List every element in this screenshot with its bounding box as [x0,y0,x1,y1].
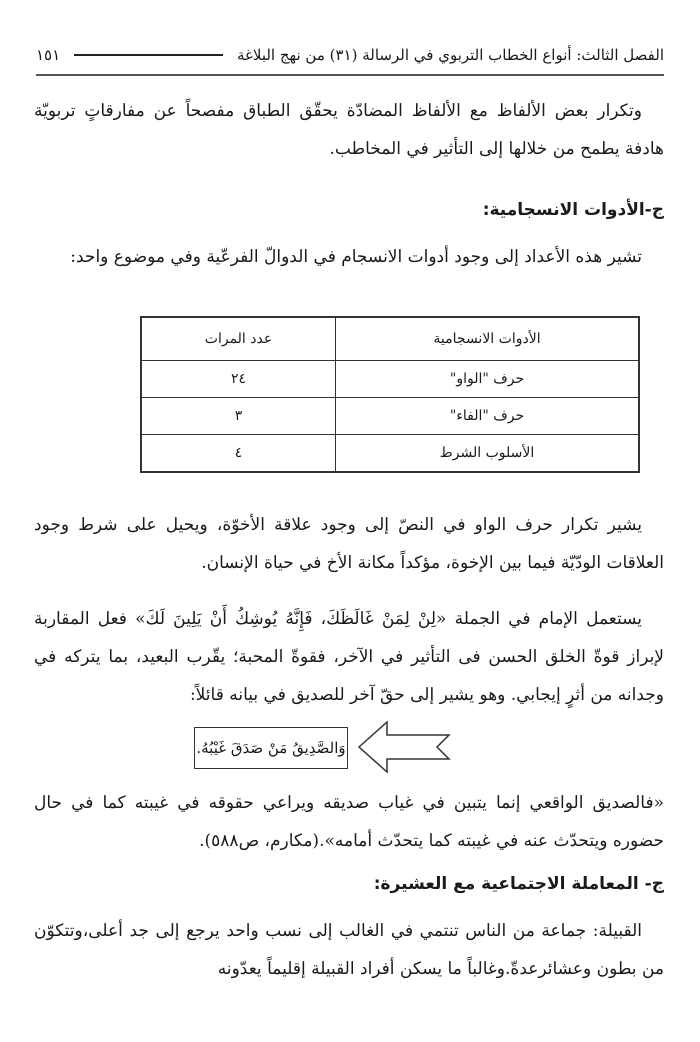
quote-box: وَالصَّدِيقُ مَنْ صَدَقَ غَيْبُهُ. [194,727,348,769]
table-cell-tool: حرف "الواو" [336,361,639,398]
paragraph-tribe: القبيلة: جماعة من الناس تنتمي في الغالب إلى نسب واحد يرجع إلى جد أعلى،وتتكوّن من بطون وعشائرعدةّ.وغالباً ما يسكن أفراد القبيلة إقليماً يعدّونه [34,921,664,979]
left-arrow-icon [357,720,453,774]
table-header-count: عدد المرات [141,317,336,361]
paragraph-waw: يشير تكرار حرف الواو في النصّ إلى وجود علاقة الأخوّة، ويحيل على شرط وجود العلاقات الودّيّة فيما بين الإخوة، مؤكداً مكانة الأخ في حياة الإنسان. [34,515,664,573]
table-row [141,398,639,435]
heading-social-dealings: ج- المعاملة الاجتماعية مع العشيرة: [373,874,664,894]
table-cell-count: ٣ [141,398,336,435]
table-header-tools: الأدوات الانسجامية [336,317,639,361]
table-cell-tool: حرف "الفاء" [336,398,639,435]
header-divider [74,54,223,56]
page-number: ١٥١ [36,46,61,64]
cohesion-table [140,316,640,473]
header-title: الفصل الثالث: أنواع الخطاب التربوي في الرسالة (٣١) من نهج البلاغة [237,46,664,64]
table-header-row [141,317,639,361]
table-cell-count: ٤ [141,435,336,473]
table-row [141,361,639,398]
paragraph-numbers-intro: تشير هذه الأعداد إلى وجود أدوات الانسجام في الدوالّ الفرعّية وفي موضوع واحد: [70,247,642,267]
paragraph-imam: يستعمل الإمام في الجملة «لِنْ لِمَنْ غَالَظَكَ، فَإِنَّهُ يُوشِكُ أَنْ يَلِينَ لَكَ» فعل المقاربة لإبراز قوةّ الخلق الحسن فى التأثير في الآخر، فقوةّ المحبة؛ يقّرب البعيد، بما يتركه في وجدانه من أثرٍ إيجابي. وهو يشير إلى حقّ آخر للصديق في بيانه قائلاً: [34,609,664,705]
table-cell-count: ٢٤ [141,361,336,398]
heading-cohesion-tools: ج-الأدوات الانسجامية: [482,200,664,220]
paragraph-quote-explanation: «فالصديق الواقعي إنما يتبين في غياب صديقه ويراعي حقوقه في غيبته كما في حال حضوره ويتحدّث عنه في غيبته كما يتحدّث أمامه».(مكارم، ص٥٨٨). [34,793,664,851]
table-row [141,435,639,473]
table-cell-tool: الأسلوب الشرط [336,435,639,473]
running-header [36,40,664,70]
paragraph-tibaq: وتكرار بعض الألفاظ مع الألفاظ المضادّة يحقّق الطباق مفصحاً عن مفارقاتٍ تربويّة هادفة يطمح من خلالها إلى التأثير في المخاطب. [34,101,664,159]
header-rule [36,74,664,76]
